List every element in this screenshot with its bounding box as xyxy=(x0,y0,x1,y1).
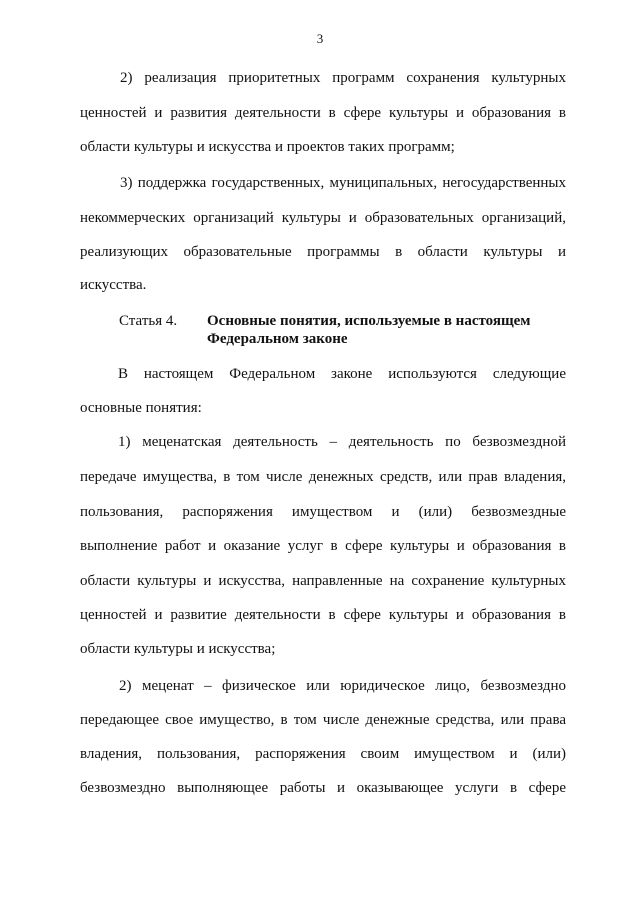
def1-line-4: выполнение работ и оказание услуг в сфере культуры и образования в xyxy=(80,538,566,554)
article-title-line-2: Федеральном законе xyxy=(207,331,348,347)
def2-line-2: передающее свое имущество, в том числе денежные средства, или права xyxy=(80,712,566,728)
article-title xyxy=(207,312,567,348)
def1-line-1: 1) меценатская деятельность – деятельность по безвозмездной xyxy=(118,434,566,450)
item2-line-2: ценностей и развития деятельности в сфере культуры и образования в xyxy=(80,105,566,121)
item3-line-4: искусства. xyxy=(80,277,147,293)
def1-line-5: области культуры и искусства, направленные на сохранение культурных xyxy=(80,573,566,589)
def1-line-3: пользования, распоряжения имуществом и (или) безвозмездные xyxy=(80,504,566,520)
def1-line-7: области культуры и искусства; xyxy=(80,641,276,657)
item2-line-1: 2) реализация приоритетных программ сохранения культурных xyxy=(120,70,566,86)
def2-line-4: безвозмездно выполняющее работы и оказывающее услуги в сфере xyxy=(80,780,566,796)
def2-line-3: владения, пользования, распоряжения своим имуществом и (или) xyxy=(80,746,566,762)
item3-line-2: некоммерческих организаций культуры и образовательных организаций, xyxy=(80,210,566,226)
article-label: Статья 4. xyxy=(119,313,178,329)
item3-line-3: реализующих образовательные программы в области культуры и xyxy=(80,244,566,260)
def1-line-2: передаче имущества, в том числе денежных средств, или прав владения, xyxy=(80,469,566,485)
intro-line-1: В настоящем Федеральном законе используются следующие xyxy=(118,366,566,382)
item2-line-3: области культуры и искусства и проектов таких программ; xyxy=(80,139,455,155)
article-title-line-1: Основные понятия, используемые в настоящем xyxy=(207,313,531,329)
page-number: 3 xyxy=(316,31,324,46)
intro-line-2: основные понятия: xyxy=(80,400,202,416)
item3-line-1: 3) поддержка государственных, муниципальных, негосударственных xyxy=(120,175,566,191)
def2-line-1: 2) меценат – физическое или юридическое лицо, безвозмездно xyxy=(119,678,566,694)
def1-line-6: ценностей и развитие деятельности в сфере культуры и образования в xyxy=(80,607,566,623)
